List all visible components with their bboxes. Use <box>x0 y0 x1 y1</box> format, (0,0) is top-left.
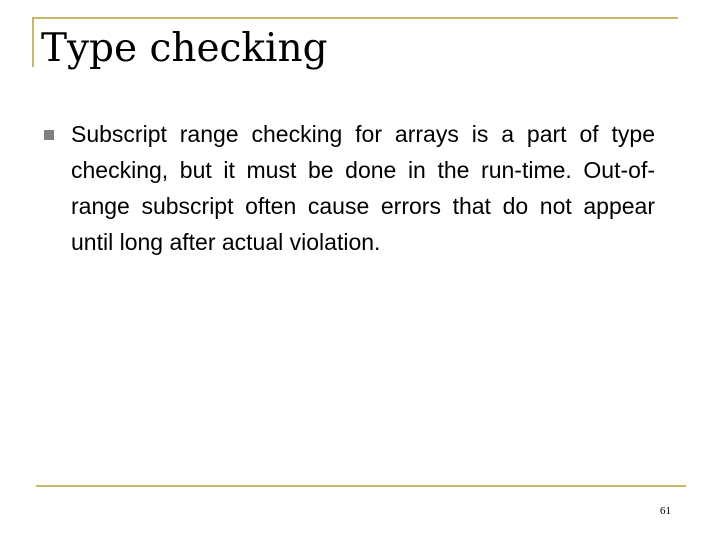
left-rule <box>32 17 34 67</box>
bottom-rule <box>36 485 686 487</box>
square-bullet-icon <box>44 130 54 140</box>
page-number: 61 <box>660 505 671 517</box>
top-rule <box>32 17 678 19</box>
bullet-text: Subscript range checking for arrays is a part of type checking, but it must be done in the run-time. Out-of-range subscript often cause errors that do not appear until long after actual violation. <box>71 121 655 255</box>
slide-title: Type checking <box>41 26 328 71</box>
